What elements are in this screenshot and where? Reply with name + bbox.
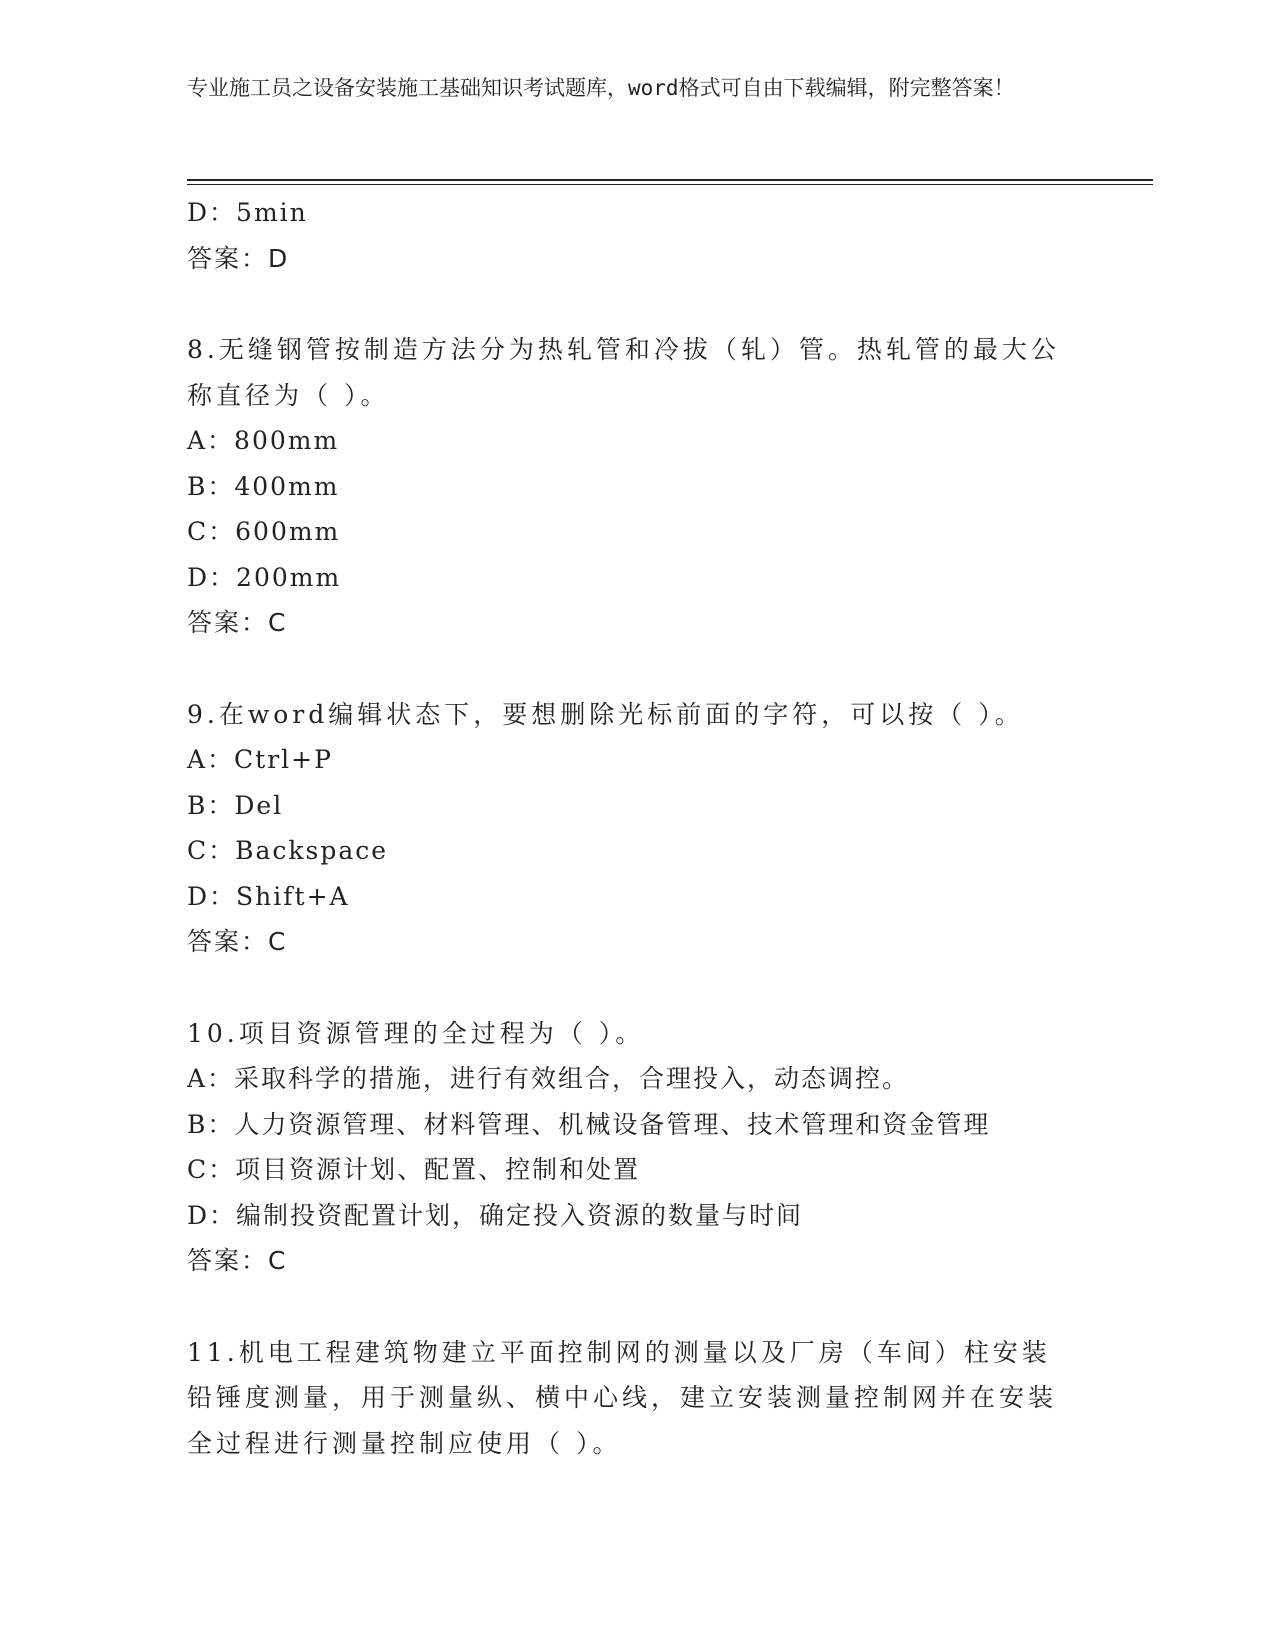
option-b: B：人力资源管理、材料管理、机械设备管理、技术管理和资金管理: [187, 1109, 991, 1139]
answer-line: 答案：C: [187, 1246, 288, 1275]
option-d: D：200mm: [187, 562, 342, 592]
option-c: C：600mm: [187, 517, 341, 546]
option-b: B：400mm: [187, 471, 340, 501]
option-b: B：Del: [187, 790, 284, 820]
option-d: D：Shift+A: [187, 881, 350, 911]
option-d: D：编制投资配置计划，确定投入资源的数量与时间: [187, 1200, 804, 1230]
option-c: C：Backspace: [187, 836, 389, 865]
question-text: 11.机电工程建筑物建立平面控制网的测量以及厂房（车间）柱安装铅锤度测量，用于测量纵、横中心线，建立安装测量控制网并在安装全过程进行测量控制应使用（ ）。: [187, 1337, 1058, 1458]
answer-line: 答案：C: [187, 608, 288, 637]
question-list: [187, 190, 1087, 1466]
option-a: A：Ctrl+P: [187, 745, 333, 774]
answer-line: 答案：D: [187, 243, 290, 273]
option-c: C：项目资源计划、配置、控制和处置: [187, 1155, 641, 1184]
question-10: [187, 1011, 1087, 1284]
option-a: A：800mm: [187, 426, 340, 455]
question-9: [187, 692, 1087, 965]
question-text: 9.在word编辑状态下，要想删除光标前面的字符，可以按（ ）。: [187, 699, 1024, 729]
question-text: 10.项目资源管理的全过程为（ ）。: [187, 1018, 645, 1048]
option-a: A：采取科学的措施，进行有效组合，合理投入，动态调控。: [187, 1064, 910, 1093]
question-text: 8.无缝钢管按制造方法分为热轧管和冷拔（轧）管。热轧管的最大公称直径为（ ）。: [187, 335, 1060, 410]
header-rule-thick: [187, 179, 1153, 181]
header-rule-thin: [187, 184, 1153, 185]
question-8: [187, 327, 1087, 646]
question-11: [187, 1330, 1087, 1467]
option-d: D：5min: [187, 198, 308, 227]
answer-line: 答案：C: [187, 927, 288, 956]
page-header: 专业施工员之设备安装施工基础知识考试题库，word格式可自由下载编辑，附完整答案！: [187, 76, 1015, 100]
